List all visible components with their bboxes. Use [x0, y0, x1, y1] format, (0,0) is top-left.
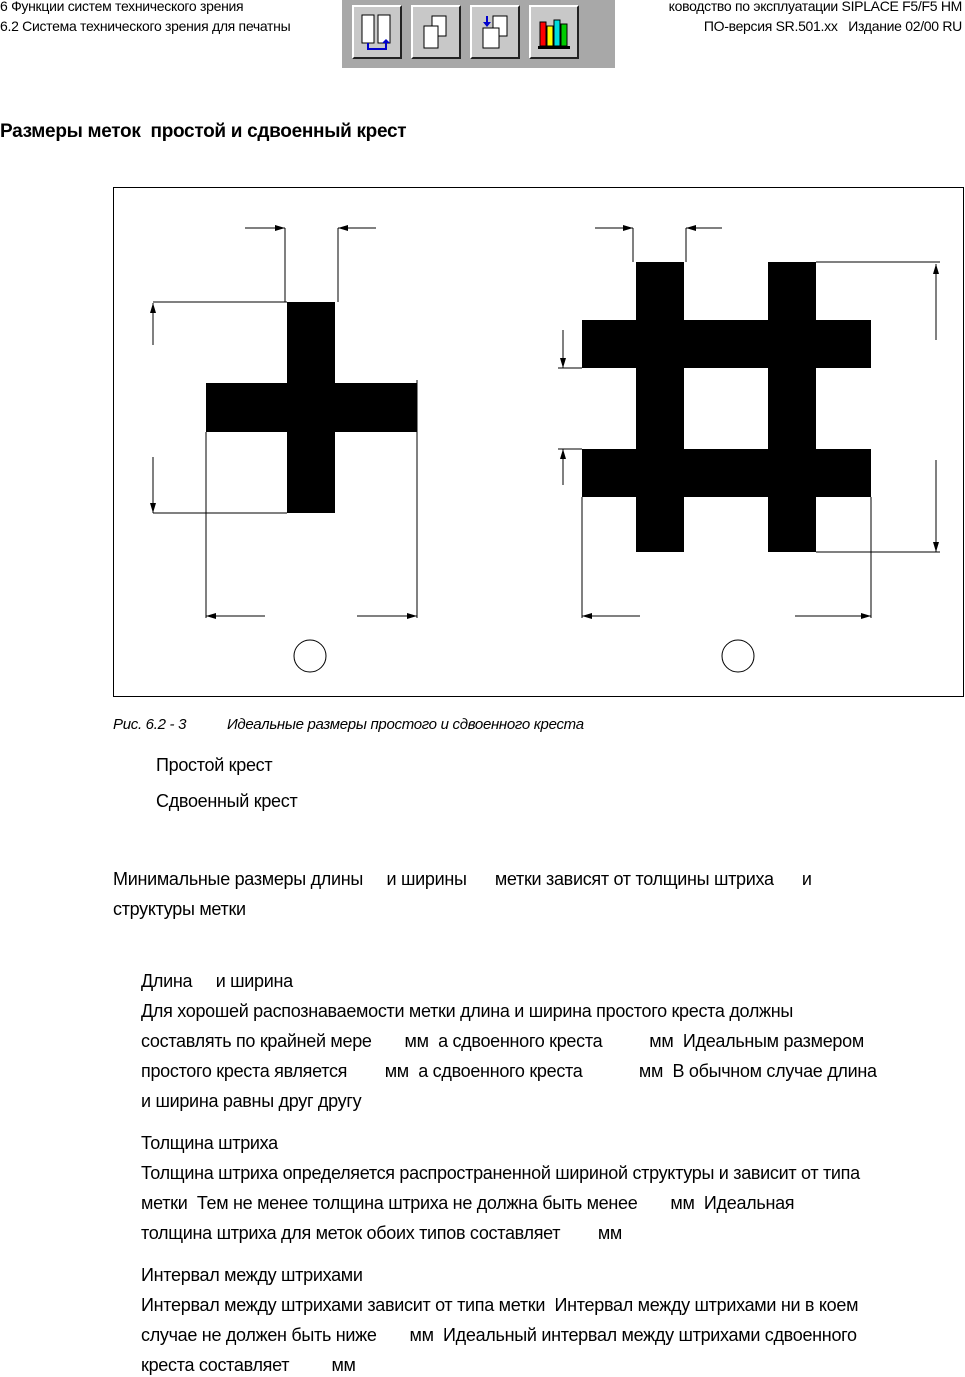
figure-number: Рис. 6.2 - 3 [113, 716, 187, 733]
body-line: Интервал между штрихами зависит от типа метки Интервал между штрихами ни в коем [141, 1295, 859, 1315]
intro-text: структуры метки [113, 899, 246, 919]
simple-cross [206, 302, 417, 513]
chapter-title: 6 Функции систем технического зрения [0, 0, 244, 14]
intro-text: Минимальные размеры длины и ширины метки зависят от толщины штриха и [113, 869, 812, 889]
body-line: метки Тем не менее толщина штриха не должна быть менее мм Идеальная [141, 1193, 795, 1213]
figure-frame [114, 188, 964, 697]
figure-caption: Идеальные размеры простого и сдвоенного креста [227, 716, 584, 733]
body-line: и ширина равны друг другу [141, 1091, 362, 1111]
body-line: случае не должен быть ниже мм Идеальный интервал между штрихами сдвоенного [141, 1325, 857, 1345]
body-line: составлять по крайней мере мм а сдвоенного креста мм Идеальным размером [141, 1031, 864, 1051]
label-circle-1 [294, 640, 326, 672]
double-cross [582, 262, 871, 552]
section-title: Размеры меток простой и сдвоенный крест [0, 121, 407, 142]
subsection-title: Толщина штриха [141, 1133, 278, 1153]
subsection-title: Интервал между штрихами [141, 1265, 363, 1285]
section-header: 6.2 Система технического зрения для печатны [0, 18, 291, 34]
body-line: простого креста является мм а сдвоенного креста мм В обычном случае длина [141, 1061, 877, 1081]
body-line: толщина штриха для меток обоих типов составляет мм [141, 1223, 622, 1243]
body-line: Толщина штриха определяется распространенной шириной структуры и зависит от типа [141, 1163, 860, 1183]
label-circle-2 [722, 640, 754, 672]
version-info: ПО-версия SR.501.xx Издание 02/00 RU [703, 18, 962, 34]
manual-title: ководство по эксплуатации SIPLACE F5/F5 HM [668, 0, 962, 14]
body-line: Для хорошей распознаваемости метки длина и ширина простого креста должны [141, 1001, 794, 1021]
legend-item: Сдвоенный крест [156, 791, 298, 811]
legend-item: Простой крест [156, 755, 273, 775]
body-line: креста составляет мм [141, 1355, 356, 1375]
subsection-title: Длина и ширина [141, 971, 293, 991]
